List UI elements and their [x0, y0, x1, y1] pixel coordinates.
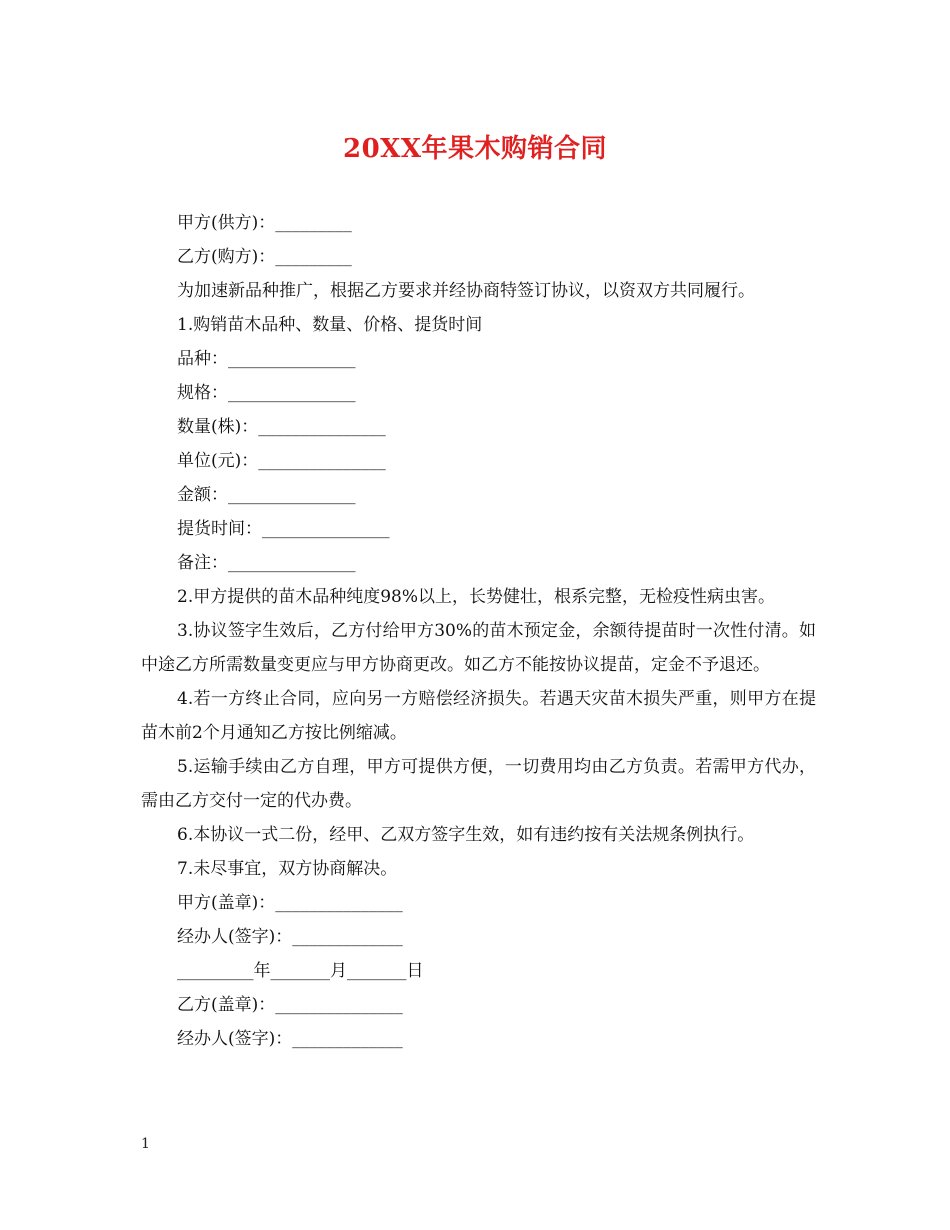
pickup-time-field: 提货时间：_______________ — [177, 519, 390, 539]
document-title: 20XX年果木购销合同 — [342, 134, 608, 164]
clause-5: 5.运输手续由乙方自理，甲方可提供方便，一切费用均由乙方负责。若需甲方代办，需由乙方交付一定的代办费。 — [141, 757, 816, 811]
party-b-buyer-line: 乙方(购方)：_________ — [177, 247, 352, 267]
party-b-seal-line: 乙方(盖章)：_______________ — [177, 995, 403, 1015]
specification-field: 规格：_______________ — [177, 383, 356, 403]
clause-6: 6.本协议一式二份，经甲、乙双方签字生效，如有违约按有关法规条例执行。 — [177, 825, 755, 845]
party-b-signatory-line: 经办人(签字)：_____________ — [177, 1029, 403, 1049]
preamble-line: 为加速新品种推广，根据乙方要求并经协商特签订协议，以资双方共同履行。 — [177, 281, 755, 301]
quantity-field: 数量(株)：_______________ — [177, 417, 386, 437]
page-number: 1 — [141, 1136, 150, 1152]
date-line: _________年_______月_______日 — [177, 961, 424, 981]
remarks-field: 备注：_______________ — [177, 553, 356, 573]
party-a-supplier-line: 甲方(供方)：_________ — [177, 213, 352, 233]
clause-7: 7.未尽事宜，双方协商解决。 — [177, 859, 398, 879]
clause-2: 2.甲方提供的苗木品种纯度98%以上，长势健壮，根系完整，无检疫性病虫害。 — [177, 587, 776, 607]
clause-3: 3.协议签字生效后，乙方付给甲方30%的苗木预定金，余额待提苗时一次性付清。如中途乙方所需数量变更应与甲方协商更改。如乙方不能按协议提苗，定金不予退还。 — [141, 621, 816, 675]
party-a-seal-line: 甲方(盖章)：_______________ — [177, 893, 403, 913]
clause-4: 4.若一方终止合同，应向另一方赔偿经济损失。若遇天灾苗木损失严重，则甲方在提苗木前2个月通知乙方按比例缩减。 — [141, 689, 816, 743]
amount-field: 金额：_______________ — [177, 485, 356, 505]
contract-body — [141, 206, 816, 1056]
variety-field: 品种：_______________ — [177, 349, 356, 369]
unit-price-field: 单位(元)：_______________ — [177, 451, 386, 471]
party-a-signatory-line: 经办人(签字)：_____________ — [177, 927, 403, 947]
clause-1-heading: 1.购销苗木品种、数量、价格、提货时间 — [177, 315, 483, 335]
